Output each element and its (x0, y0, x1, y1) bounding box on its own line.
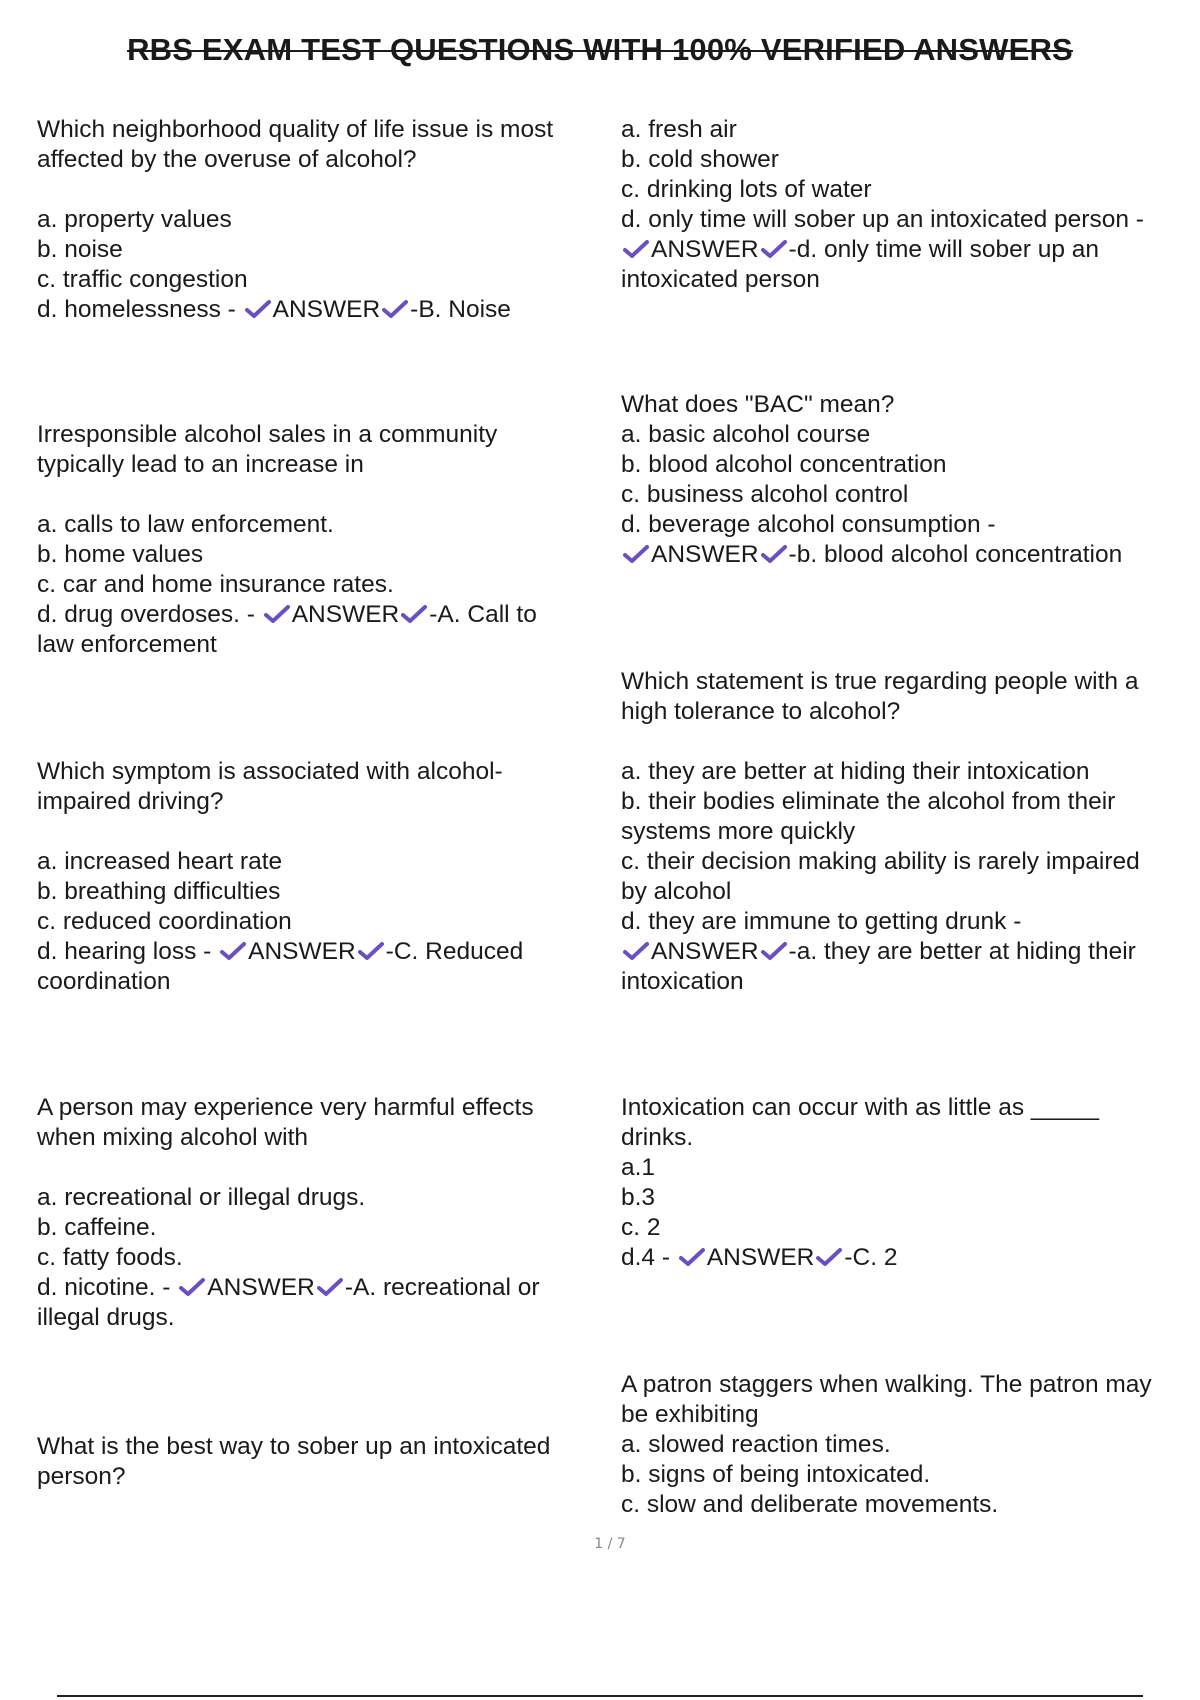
question-text: impaired driving? (37, 788, 224, 815)
check-icon (816, 1247, 842, 1267)
option: d. homelessness - (37, 296, 236, 323)
answer-text: -A. recreational or (344, 1274, 540, 1301)
question-text: What does "BAC" mean? (621, 391, 895, 418)
option: c. reduced coordination (37, 908, 292, 935)
answer-text: -C. 2 (844, 1244, 898, 1271)
answer-label: ANSWER (207, 1274, 315, 1301)
option: a. property values (37, 206, 232, 233)
option: c. drinking lots of water (621, 176, 872, 203)
check-icon (264, 604, 290, 624)
check-icon (220, 941, 246, 961)
question-6 (621, 390, 1191, 570)
answer-label: ANSWER (706, 1244, 815, 1271)
option: c. 2 (621, 1214, 661, 1241)
option: b. signs of being intoxicated. (621, 1461, 931, 1488)
answer-label: ANSWER (248, 938, 356, 965)
check-icon (761, 239, 787, 259)
option: a. basic alcohol course (621, 421, 871, 448)
option: b. breathing difficulties (37, 878, 281, 905)
question-2 (37, 420, 593, 660)
answer-line (621, 1243, 1191, 1273)
check-icon (761, 941, 787, 961)
check-icon (679, 1247, 705, 1267)
answer-label: ANSWER (651, 236, 759, 263)
answer-line (37, 600, 593, 630)
option: a. calls to law enforcement. (37, 511, 334, 538)
question-text: drinks. (621, 1124, 694, 1151)
option: by alcohol (621, 878, 732, 905)
answer-text: illegal drugs. (37, 1304, 175, 1331)
answer-text: -a. they are better at hiding their (788, 938, 1136, 965)
answer-text: -C. Reduced (385, 938, 524, 965)
check-icon (623, 239, 649, 259)
question-text: What is the best way to sober up an intoxicated (37, 1433, 551, 1460)
question-text: Intoxication can occur with as little as _____ (621, 1094, 1100, 1121)
question-9 (621, 1370, 1196, 1520)
question-text: A patron staggers when walking. The patron may (621, 1371, 1152, 1398)
option: a. recreational or illegal drugs. (37, 1184, 366, 1211)
answer-text: law enforcement (37, 631, 217, 658)
question-text: be exhibiting (621, 1401, 759, 1428)
question-text: high tolerance to alcohol? (621, 698, 901, 725)
check-icon (245, 299, 271, 319)
answer-line (621, 937, 1191, 967)
question-7 (621, 667, 1191, 997)
question-text: Which neighborhood quality of life issue is most (37, 116, 554, 143)
check-icon (623, 941, 649, 961)
option: b.3 (621, 1184, 656, 1211)
question-text: Which symptom is associated with alcohol- (37, 758, 503, 785)
check-icon (401, 604, 427, 624)
option: d. hearing loss - (37, 938, 212, 965)
check-icon (382, 299, 408, 319)
option: d. only time will sober up an intoxicated person - (621, 206, 1144, 233)
question-text: affected by the overuse of alcohol? (37, 146, 417, 173)
option: c. fatty foods. (37, 1244, 183, 1271)
question-text: Which statement is true regarding people with a (621, 668, 1139, 695)
answer-label: ANSWER (291, 601, 400, 628)
question-3 (37, 757, 593, 997)
question-8 (621, 1093, 1191, 1273)
answer-text: intoxication (621, 968, 744, 995)
answer-text: -b. blood alcohol concentration (788, 541, 1123, 568)
answer-line (37, 937, 593, 967)
question-text: A person may experience very harmful effects (37, 1094, 534, 1121)
answer-label: ANSWER (272, 296, 381, 323)
answer-line (621, 540, 1191, 570)
option: b. home values (37, 541, 204, 568)
option: b. cold shower (621, 146, 779, 173)
option: d.4 - (621, 1244, 671, 1271)
answer-label: ANSWER (651, 541, 759, 568)
answer-line (37, 295, 593, 325)
answer-block-1 (621, 115, 1191, 295)
question-4 (37, 1093, 593, 1333)
option: a. increased heart rate (37, 848, 283, 875)
option: d. drug overdoses. - (37, 601, 255, 628)
check-icon (358, 941, 384, 961)
option: c. business alcohol control (621, 481, 909, 508)
question-text: when mixing alcohol with (37, 1124, 308, 1151)
question-text: Irresponsible alcohol sales in a community (37, 421, 498, 448)
option: c. their decision making ability is rarely impaired (621, 848, 1140, 875)
answer-text: intoxicated person (621, 266, 820, 293)
page-title: RBS EXAM TEST QUESTIONS WITH 100% VERIFIED ANSWERS (127, 32, 1073, 67)
option: systems more quickly (621, 818, 856, 845)
page-number: 1 / 7 (594, 1536, 626, 1552)
answer-label: ANSWER (651, 938, 759, 965)
check-icon (623, 544, 649, 564)
check-icon (317, 1277, 343, 1297)
question-text: typically lead to an increase in (37, 451, 364, 478)
check-icon (761, 544, 787, 564)
answer-text: -B. Noise (410, 296, 511, 323)
check-icon (179, 1277, 205, 1297)
option: b. blood alcohol concentration (621, 451, 947, 478)
option: a.1 (621, 1154, 656, 1181)
question-5 (37, 1432, 593, 1492)
option: d. they are immune to getting drunk - (621, 908, 1022, 935)
option: d. beverage alcohol consumption - (621, 511, 996, 538)
option: b. caffeine. (37, 1214, 157, 1241)
answer-text: -d. only time will sober up an (788, 236, 1100, 263)
answer-line (37, 1273, 593, 1303)
option: b. their bodies eliminate the alcohol from their (621, 788, 1116, 815)
option: c. car and home insurance rates. (37, 571, 394, 598)
answer-text: coordination (37, 968, 171, 995)
footer-divider (57, 1695, 1143, 1697)
question-1 (37, 115, 593, 325)
option: c. traffic congestion (37, 266, 248, 293)
option: c. slow and deliberate movements. (621, 1491, 999, 1518)
option: a. slowed reaction times. (621, 1431, 891, 1458)
answer-text: -A. Call to (429, 601, 537, 628)
question-text: person? (37, 1463, 126, 1490)
option: d. nicotine. - (37, 1274, 171, 1301)
option: a. they are better at hiding their intoxication (621, 758, 1090, 785)
answer-line (621, 235, 1191, 265)
option: a. fresh air (621, 116, 737, 143)
option: b. noise (37, 236, 123, 263)
